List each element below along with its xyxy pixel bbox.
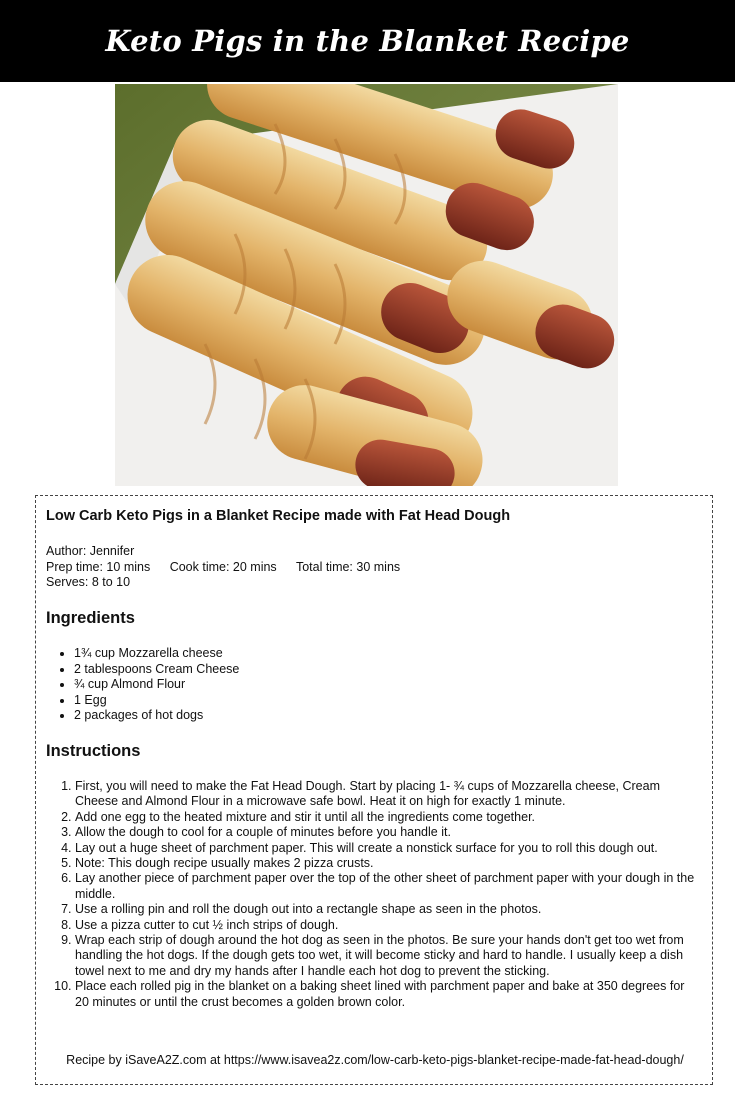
instruction-step: 8. Use a pizza cutter to cut ½ inch strips of dough. bbox=[75, 918, 700, 933]
recipe-credit-link[interactable]: Recipe by iSaveA2Z.com at https://www.isavea2z.com/low-carb-keto-pigs-blanket-recipe-made-fat-head-dough/ bbox=[66, 1053, 684, 1067]
page-title: Keto Pigs in the Blanket Recipe bbox=[105, 24, 630, 58]
ingredient-item: • 2 packages of hot dogs bbox=[74, 708, 239, 724]
ingredients-list bbox=[46, 646, 239, 724]
ingredient-item: • ¾ cup Almond Flour bbox=[74, 677, 239, 693]
recipe-card bbox=[35, 495, 713, 1085]
food-illustration bbox=[115, 84, 618, 486]
cook-time: Cook time: 20 mins bbox=[169, 559, 277, 574]
recipe-author: Author: Jennifer bbox=[46, 544, 135, 558]
recipe-meta bbox=[46, 544, 416, 591]
instruction-step: 3. Allow the dough to cool for a couple of minutes before you handle it. bbox=[75, 825, 700, 840]
prep-time: Prep time: 10 mins bbox=[46, 559, 151, 574]
ingredient-item: • 2 tablespoons Cream Cheese bbox=[74, 662, 239, 678]
recipe-title: Low Carb Keto Pigs in a Blanket Recipe made with Fat Head Dough bbox=[46, 508, 511, 524]
instruction-step: 9. Wrap each strip of dough around the hot dog as seen in the photos. Be sure your hands don't get too wet from handling the hot dogs. If the dough gets too wet, it will become sticky and hard to handle. I usually keep a dish towel next to me and dry my hands after I handle each hot dog to prevent the sticking. bbox=[75, 933, 700, 979]
ingredient-item: • 1¾ cup Mozzarella cheese bbox=[74, 646, 239, 662]
recipe-times bbox=[46, 560, 416, 576]
instruction-step: 1. First, you will need to make the Fat Head Dough. Start by placing 1- ¾ cups of Mozzarella cheese, Cream Cheese and Almond Flour in a microwave safe bowl. Heat it on high for exactly 1 minute. bbox=[75, 779, 700, 810]
instruction-step: 10. Place each rolled pig in the blanket on a baking sheet lined with parchment paper and bake at 350 degrees for 20 minutes or until the crust becomes a golden brown color. bbox=[75, 979, 700, 1010]
instruction-step: 7. Use a rolling pin and roll the dough out into a rectangle shape as seen in the photos. bbox=[75, 902, 700, 917]
instruction-step: 4. Lay out a huge sheet of parchment paper. This will create a nonstick surface for you to roll this dough out. bbox=[75, 841, 700, 856]
total-time: Total time: 30 mins bbox=[295, 559, 401, 574]
instruction-step: 6. Lay another piece of parchment paper over the top of the other sheet of parchment paper with your dough in the middle. bbox=[75, 871, 700, 902]
ingredient-item: • 1 Egg bbox=[74, 693, 239, 709]
ingredients-heading: Ingredients bbox=[46, 609, 135, 627]
instructions-heading: Instructions bbox=[46, 742, 141, 760]
instruction-step: 5. Note: This dough recipe usually makes 2 pizza crusts. bbox=[75, 856, 700, 871]
recipe-serves: Serves: 8 to 10 bbox=[46, 575, 131, 589]
instructions-list bbox=[46, 779, 700, 1010]
page-header bbox=[0, 0, 735, 82]
instruction-step: 2. Add one egg to the heated mixture and stir it until all the ingredients come together. bbox=[75, 810, 700, 825]
pigs-in-blanket-photo bbox=[115, 84, 618, 486]
